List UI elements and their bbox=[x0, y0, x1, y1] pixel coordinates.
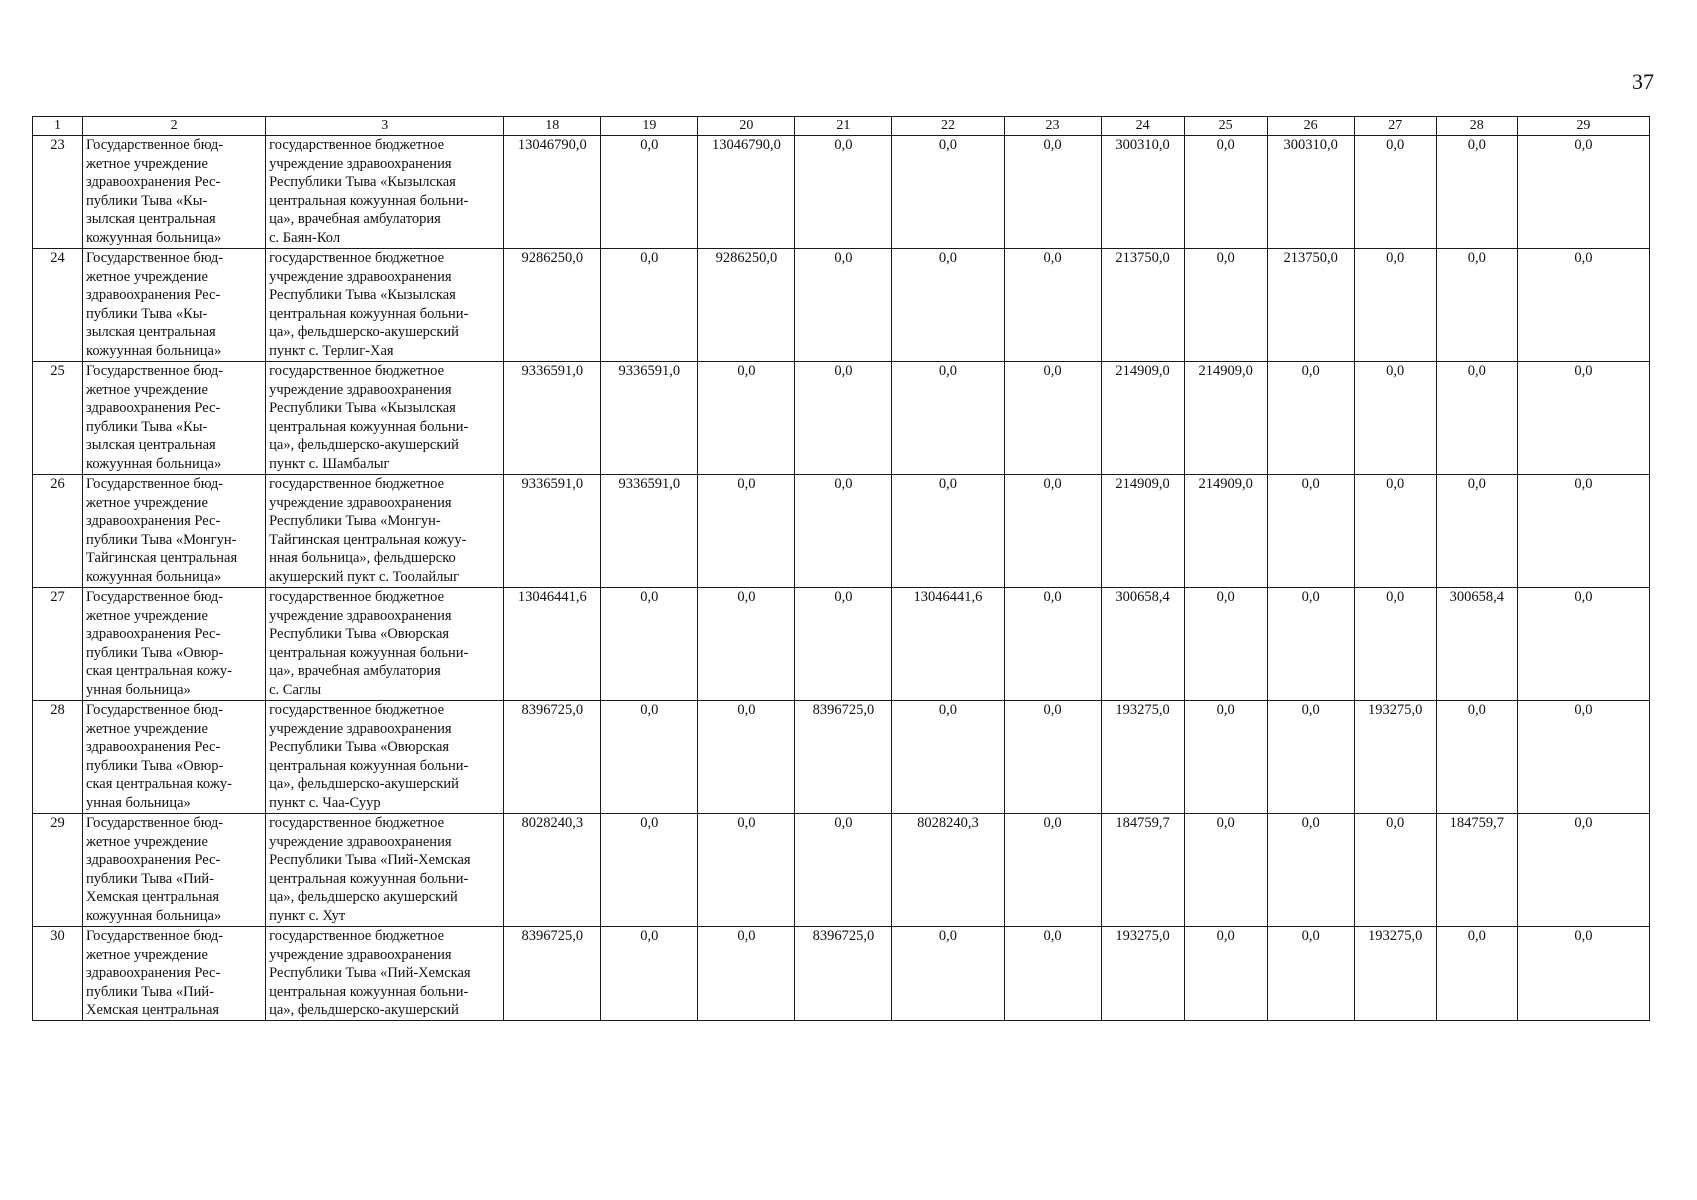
value-cell: 0,0 bbox=[1004, 362, 1101, 475]
value-cell: 0,0 bbox=[1354, 362, 1436, 475]
facility-description: государственное бюджетное учреждение здравоохранения Республики Тыва «Пий-Хемская центральная кожуунная больни- ца», фельдшерско-акушерский bbox=[266, 927, 504, 1021]
institution-name: Государственное бюд- жетное учреждение здравоохранения Рес- публики Тыва «Кы- зылская центральная кожуунная больница» bbox=[83, 249, 266, 362]
value-cell: 9336591,0 bbox=[504, 362, 601, 475]
value-cell: 13046790,0 bbox=[698, 136, 795, 249]
row-number: 28 bbox=[33, 701, 83, 814]
value-cell: 13046790,0 bbox=[504, 136, 601, 249]
value-cell: 8028240,3 bbox=[504, 814, 601, 927]
value-cell: 0,0 bbox=[892, 475, 1004, 588]
value-cell: 0,0 bbox=[892, 927, 1004, 1021]
value-cell: 0,0 bbox=[698, 701, 795, 814]
value-cell: 0,0 bbox=[1517, 362, 1649, 475]
value-cell: 213750,0 bbox=[1267, 249, 1354, 362]
row-number: 26 bbox=[33, 475, 83, 588]
row-number: 29 bbox=[33, 814, 83, 927]
value-cell: 0,0 bbox=[601, 701, 698, 814]
value-cell: 0,0 bbox=[1267, 362, 1354, 475]
value-cell: 0,0 bbox=[1517, 814, 1649, 927]
column-header: 24 bbox=[1101, 117, 1184, 136]
column-header: 20 bbox=[698, 117, 795, 136]
value-cell: 0,0 bbox=[1267, 475, 1354, 588]
value-cell: 8396725,0 bbox=[795, 927, 892, 1021]
row-number: 25 bbox=[33, 362, 83, 475]
value-cell: 214909,0 bbox=[1101, 362, 1184, 475]
value-cell: 0,0 bbox=[1436, 701, 1517, 814]
value-cell: 0,0 bbox=[795, 362, 892, 475]
value-cell: 8396725,0 bbox=[504, 927, 601, 1021]
value-cell: 0,0 bbox=[1267, 927, 1354, 1021]
value-cell: 0,0 bbox=[1517, 701, 1649, 814]
value-cell: 0,0 bbox=[1436, 249, 1517, 362]
column-header: 25 bbox=[1184, 117, 1267, 136]
value-cell: 300310,0 bbox=[1101, 136, 1184, 249]
value-cell: 193275,0 bbox=[1354, 927, 1436, 1021]
value-cell: 193275,0 bbox=[1101, 701, 1184, 814]
table-row bbox=[33, 814, 1650, 927]
value-cell: 0,0 bbox=[1004, 927, 1101, 1021]
row-number: 24 bbox=[33, 249, 83, 362]
value-cell: 0,0 bbox=[795, 475, 892, 588]
value-cell: 0,0 bbox=[892, 362, 1004, 475]
table-row bbox=[33, 588, 1650, 701]
value-cell: 0,0 bbox=[1436, 475, 1517, 588]
row-number: 30 bbox=[33, 927, 83, 1021]
value-cell: 0,0 bbox=[1354, 588, 1436, 701]
column-header: 29 bbox=[1517, 117, 1649, 136]
institution-name: Государственное бюд- жетное учреждение здравоохранения Рес- публики Тыва «Пий- Хемская центральная кожуунная больница» bbox=[83, 814, 266, 927]
institution-name: Государственное бюд- жетное учреждение здравоохранения Рес- публики Тыва «Монгун- Тайгинская центральная кожуунная больница» bbox=[83, 475, 266, 588]
value-cell: 193275,0 bbox=[1101, 927, 1184, 1021]
value-cell: 9286250,0 bbox=[698, 249, 795, 362]
value-cell: 213750,0 bbox=[1101, 249, 1184, 362]
value-cell: 0,0 bbox=[1517, 475, 1649, 588]
facility-description: государственное бюджетное учреждение здравоохранения Республики Тыва «Кызылская центральная кожуунная больни- ца», фельдшерско-акушерский пункт с. Шамбалыг bbox=[266, 362, 504, 475]
value-cell: 0,0 bbox=[1436, 927, 1517, 1021]
facility-description: государственное бюджетное учреждение здравоохранения Республики Тыва «Овюрская центральная кожуунная больни- ца», фельдшерско-акушерский пункт с. Чаа-Суур bbox=[266, 701, 504, 814]
value-cell: 0,0 bbox=[795, 136, 892, 249]
value-cell: 0,0 bbox=[795, 588, 892, 701]
value-cell: 0,0 bbox=[1184, 814, 1267, 927]
value-cell: 0,0 bbox=[601, 927, 698, 1021]
column-header: 28 bbox=[1436, 117, 1517, 136]
column-header: 23 bbox=[1004, 117, 1101, 136]
column-header: 3 bbox=[266, 117, 504, 136]
value-cell: 9336591,0 bbox=[601, 475, 698, 588]
value-cell: 0,0 bbox=[601, 814, 698, 927]
value-cell: 214909,0 bbox=[1101, 475, 1184, 588]
value-cell: 0,0 bbox=[1517, 588, 1649, 701]
value-cell: 0,0 bbox=[698, 362, 795, 475]
value-cell: 0,0 bbox=[892, 701, 1004, 814]
value-cell: 214909,0 bbox=[1184, 362, 1267, 475]
value-cell: 0,0 bbox=[1436, 362, 1517, 475]
value-cell: 0,0 bbox=[1004, 249, 1101, 362]
facility-description: государственное бюджетное учреждение здравоохранения Республики Тыва «Овюрская центральная кожуунная больни- ца», врачебная амбулатория с. Саглы bbox=[266, 588, 504, 701]
table-row bbox=[33, 136, 1650, 249]
header-row bbox=[33, 117, 1650, 136]
column-header: 26 bbox=[1267, 117, 1354, 136]
value-cell: 300658,4 bbox=[1436, 588, 1517, 701]
column-header: 18 bbox=[504, 117, 601, 136]
value-cell: 193275,0 bbox=[1354, 701, 1436, 814]
value-cell: 0,0 bbox=[1184, 701, 1267, 814]
value-cell: 0,0 bbox=[1004, 814, 1101, 927]
value-cell: 8396725,0 bbox=[795, 701, 892, 814]
value-cell: 0,0 bbox=[601, 136, 698, 249]
page-number: 37 bbox=[1632, 69, 1654, 94]
value-cell: 0,0 bbox=[1004, 136, 1101, 249]
facility-description: государственное бюджетное учреждение здравоохранения Республики Тыва «Монгун- Тайгинская центральная кожуу- нная больница», фельдшерско акушерский пукт с. Тоолайлыг bbox=[266, 475, 504, 588]
value-cell: 9286250,0 bbox=[504, 249, 601, 362]
value-cell: 214909,0 bbox=[1184, 475, 1267, 588]
institution-name: Государственное бюд- жетное учреждение здравоохранения Рес- публики Тыва «Кы- зылская центральная кожуунная больница» bbox=[83, 362, 266, 475]
value-cell: 0,0 bbox=[1354, 249, 1436, 362]
value-cell: 0,0 bbox=[698, 814, 795, 927]
row-number: 27 bbox=[33, 588, 83, 701]
institution-name: Государственное бюд- жетное учреждение здравоохранения Рес- публики Тыва «Кы- зылская центральная кожуунная больница» bbox=[83, 136, 266, 249]
value-cell: 0,0 bbox=[601, 588, 698, 701]
value-cell: 0,0 bbox=[601, 249, 698, 362]
value-cell: 0,0 bbox=[1517, 136, 1649, 249]
value-cell: 0,0 bbox=[1267, 814, 1354, 927]
value-cell: 0,0 bbox=[1184, 136, 1267, 249]
column-header: 22 bbox=[892, 117, 1004, 136]
value-cell: 0,0 bbox=[1004, 475, 1101, 588]
column-header: 2 bbox=[83, 117, 266, 136]
value-cell: 0,0 bbox=[1354, 475, 1436, 588]
value-cell: 300310,0 bbox=[1267, 136, 1354, 249]
column-header: 1 bbox=[33, 117, 83, 136]
value-cell: 9336591,0 bbox=[504, 475, 601, 588]
value-cell: 0,0 bbox=[1004, 701, 1101, 814]
table-row bbox=[33, 701, 1650, 814]
value-cell: 0,0 bbox=[1517, 249, 1649, 362]
value-cell: 13046441,6 bbox=[892, 588, 1004, 701]
value-cell: 8028240,3 bbox=[892, 814, 1004, 927]
facility-description: государственное бюджетное учреждение здравоохранения Республики Тыва «Кызылская центральная кожуунная больни- ца», фельдшерско-акушерский пункт с. Терлиг-Хая bbox=[266, 249, 504, 362]
value-cell: 9336591,0 bbox=[601, 362, 698, 475]
value-cell: 13046441,6 bbox=[504, 588, 601, 701]
table-row bbox=[33, 475, 1650, 588]
value-cell: 0,0 bbox=[1354, 136, 1436, 249]
table-row bbox=[33, 362, 1650, 475]
value-cell: 0,0 bbox=[1184, 927, 1267, 1021]
facility-description: государственное бюджетное учреждение здравоохранения Республики Тыва «Кызылская центральная кожуунная больни- ца», врачебная амбулатория с. Баян-Кол bbox=[266, 136, 504, 249]
value-cell: 0,0 bbox=[698, 475, 795, 588]
institution-name: Государственное бюд- жетное учреждение здравоохранения Рес- публики Тыва «Овюр- ская центральная кожу- унная больница» bbox=[83, 588, 266, 701]
value-cell: 8396725,0 bbox=[504, 701, 601, 814]
row-number: 23 bbox=[33, 136, 83, 249]
value-cell: 0,0 bbox=[1436, 136, 1517, 249]
value-cell: 300658,4 bbox=[1101, 588, 1184, 701]
column-header: 19 bbox=[601, 117, 698, 136]
value-cell: 0,0 bbox=[892, 249, 1004, 362]
value-cell: 184759,7 bbox=[1101, 814, 1184, 927]
value-cell: 0,0 bbox=[892, 136, 1004, 249]
facility-description: государственное бюджетное учреждение здравоохранения Республики Тыва «Пий-Хемская центральная кожуунная больни- ца», фельдшерско акушерский пункт с. Хут bbox=[266, 814, 504, 927]
institution-name: Государственное бюд- жетное учреждение здравоохранения Рес- публики Тыва «Овюр- ская центральная кожу- унная больница» bbox=[83, 701, 266, 814]
table-row bbox=[33, 927, 1650, 1021]
value-cell: 0,0 bbox=[1184, 249, 1267, 362]
value-cell: 0,0 bbox=[1004, 588, 1101, 701]
value-cell: 0,0 bbox=[1517, 927, 1649, 1021]
value-cell: 0,0 bbox=[698, 588, 795, 701]
value-cell: 184759,7 bbox=[1436, 814, 1517, 927]
value-cell: 0,0 bbox=[795, 814, 892, 927]
value-cell: 0,0 bbox=[1267, 588, 1354, 701]
value-cell: 0,0 bbox=[1184, 588, 1267, 701]
value-cell: 0,0 bbox=[795, 249, 892, 362]
value-cell: 0,0 bbox=[1354, 814, 1436, 927]
column-header: 21 bbox=[795, 117, 892, 136]
table-row bbox=[33, 249, 1650, 362]
column-header: 27 bbox=[1354, 117, 1436, 136]
institution-name: Государственное бюд- жетное учреждение здравоохранения Рес- публики Тыва «Пий- Хемская центральная bbox=[83, 927, 266, 1021]
value-cell: 0,0 bbox=[698, 927, 795, 1021]
value-cell: 0,0 bbox=[1267, 701, 1354, 814]
budget-table bbox=[32, 116, 1650, 1021]
